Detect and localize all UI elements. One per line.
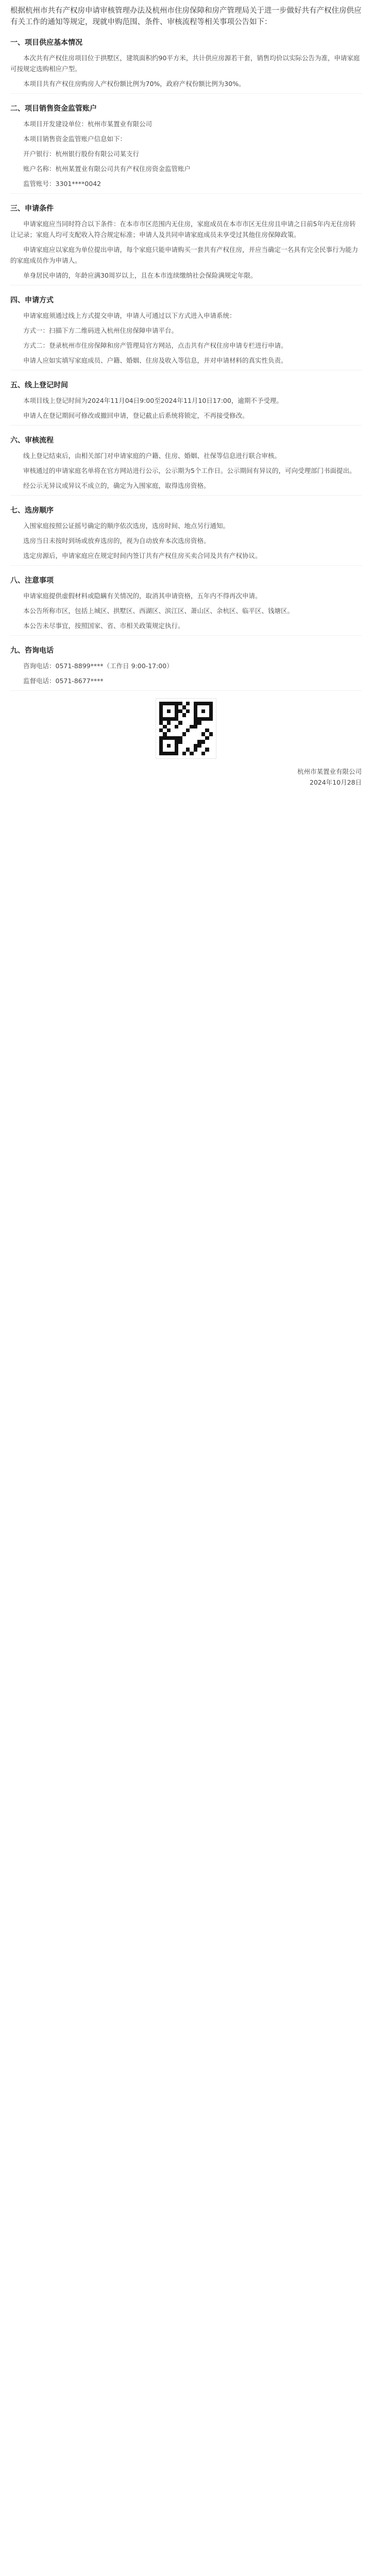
qr-module	[163, 728, 166, 732]
qr-module	[205, 732, 209, 736]
qr-module	[197, 752, 201, 755]
qr-module	[159, 702, 163, 705]
qr-module	[175, 713, 178, 717]
qr-module	[201, 702, 205, 705]
qr-module	[186, 744, 190, 748]
qr-module	[186, 736, 190, 740]
qr-module	[163, 740, 166, 743]
qr-module	[163, 744, 166, 748]
qr-module	[167, 744, 171, 748]
qr-module	[190, 748, 193, 751]
qr-module	[171, 736, 174, 740]
qr-module	[209, 752, 213, 755]
qr-module	[163, 736, 166, 740]
section-paragraph: 本项目销售资金监管账户信息如下：	[23, 135, 127, 143]
qr-module	[163, 732, 166, 736]
qr-module	[194, 752, 197, 755]
signature-org: 杭州市某置业有限公司	[297, 768, 362, 775]
qr-module	[201, 752, 205, 755]
qr-module	[205, 721, 209, 724]
qr-module	[209, 744, 213, 748]
qr-module	[205, 705, 209, 709]
qr-module	[205, 740, 209, 743]
qr-module	[159, 752, 163, 755]
qr-module	[209, 713, 213, 717]
qr-module	[197, 717, 201, 721]
divider	[10, 495, 362, 496]
qr-module	[201, 732, 205, 736]
qr-module	[175, 748, 178, 751]
qr-module	[209, 748, 213, 751]
section-paragraph: 方式二：登录杭州市住房保障和房产管理局官方网站，点击共有产权住房申请专栏进行申请。	[23, 342, 288, 349]
qr-module	[171, 702, 174, 705]
qr-module	[175, 702, 178, 705]
qr-module	[159, 721, 163, 724]
qr-module	[167, 709, 171, 713]
section-paragraph: 咨询电话：0571-8899****（工作日 9:00-17:00）	[23, 662, 173, 670]
qr-module	[205, 752, 209, 755]
qr-module	[182, 705, 186, 709]
section-title: 二、项目销售资金监管账户	[10, 105, 97, 113]
qr-module	[182, 713, 186, 717]
section-title: 九、咨询电话	[10, 647, 54, 655]
qr-module	[178, 702, 182, 705]
qr-module	[186, 728, 190, 732]
qr-module	[190, 732, 193, 736]
qr-module	[182, 702, 186, 705]
qr-module	[186, 725, 190, 728]
qr-module	[163, 721, 166, 724]
qr-module	[171, 752, 174, 755]
sections-container	[10, 37, 362, 691]
qr-module	[197, 744, 201, 748]
qr-module	[205, 717, 209, 721]
qr-module	[194, 705, 197, 709]
section-paragraph: 本项目开发建设单位：杭州市某置业有限公司	[23, 120, 153, 128]
qr-module	[178, 732, 182, 736]
qr-module	[209, 736, 213, 740]
qr-module	[205, 744, 209, 748]
qr-module	[182, 748, 186, 751]
qr-module	[182, 728, 186, 732]
divider	[10, 565, 362, 566]
qr-module	[178, 713, 182, 717]
qr-module	[205, 709, 209, 713]
qr-module	[175, 721, 178, 724]
qr-module	[175, 717, 178, 721]
qr-module	[167, 725, 171, 728]
qr-module	[186, 717, 190, 721]
qr-module	[194, 717, 197, 721]
qr-module	[171, 721, 174, 724]
section-paragraph: 申请家庭须通过线上方式提交申请，申请人可通过以下方式进入申请系统：	[23, 312, 236, 319]
qr-module	[163, 717, 166, 721]
qr-module	[205, 725, 209, 728]
qr-module	[201, 736, 205, 740]
section-paragraph: 开户银行：杭州银行股份有限公司某支行	[23, 150, 140, 158]
qr-module	[178, 728, 182, 732]
qr-module	[178, 752, 182, 755]
intro-text: 根据杭州市共有产权房申请审核管理办法及杭州市住房保障和房产管理局关于进一步做好共有产权住房供应有关工作的通知等规定，现就申购范围、条件、审核流程等相关事项公告如下：	[10, 7, 362, 26]
qr-module	[194, 736, 197, 740]
qr-module	[171, 709, 174, 713]
qr-module	[201, 725, 205, 728]
qr-module	[171, 728, 174, 732]
section-paragraph: 本公告未尽事宜，按照国家、省、市相关政策规定执行。	[23, 622, 184, 630]
qr-module	[190, 736, 193, 740]
qr-module	[159, 713, 163, 717]
qr-module	[201, 721, 205, 724]
qr-module	[171, 744, 174, 748]
section-title: 三、申请条件	[10, 205, 54, 213]
qr-module	[194, 721, 197, 724]
qr-module	[186, 752, 190, 755]
qr-module	[159, 725, 163, 728]
qr-module	[197, 736, 201, 740]
qr-module	[194, 728, 197, 732]
section-paragraph: 申请人应如实填写家庭成员、户籍、婚姻、住房及收入等信息，并对申请材料的真实性负责。	[23, 357, 288, 364]
qr-module	[209, 705, 213, 709]
qr-module	[159, 717, 163, 721]
qr-module	[201, 709, 205, 713]
qr-module	[190, 728, 193, 732]
section-paragraph: 选定房源后，申请家庭应在规定时间内签订共有产权住房买卖合同及共有产权协议。	[23, 552, 262, 560]
qr-module	[205, 702, 209, 705]
qr-module	[182, 744, 186, 748]
section-paragraph: 本项目共有产权住房购房人产权份额比例为70%，政府产权份额比例为30%。	[23, 80, 245, 88]
qr-module	[190, 740, 193, 743]
qr-module	[182, 721, 186, 724]
divider	[10, 425, 362, 426]
qr-module	[159, 748, 163, 751]
section-paragraph: 申请家庭应以家庭为单位提出申请，每个家庭只能申请购买一套共有产权住房，并应当确定一名具有完全民事行为能力的家庭成员作为申请人。	[10, 246, 359, 264]
qr-module	[201, 748, 205, 751]
qr-module	[182, 717, 186, 721]
qr-module	[197, 748, 201, 751]
qr-module	[167, 740, 171, 743]
qr-module	[205, 748, 209, 751]
section-paragraph: 入围家庭按照公证摇号确定的顺序依次选房，选房时间、地点另行通知。	[23, 522, 230, 530]
qr-module	[186, 721, 190, 724]
section-paragraph: 选房当日未按时到场或放弃选房的，视为自动放弃本次选房资格。	[23, 537, 210, 545]
qr-module	[197, 725, 201, 728]
qr-module	[171, 725, 174, 728]
qr-module	[209, 717, 213, 721]
qr-module	[175, 736, 178, 740]
qr-module	[163, 713, 166, 717]
qr-module	[159, 709, 163, 713]
divider	[10, 193, 362, 194]
qr-module	[171, 732, 174, 736]
qr-module	[175, 728, 178, 732]
qr-module	[209, 740, 213, 743]
qr-module	[194, 732, 197, 736]
qr-module	[167, 702, 171, 705]
qr-module	[175, 725, 178, 728]
qr-module	[163, 709, 166, 713]
qr-module	[182, 732, 186, 736]
divider	[10, 635, 362, 636]
qr-module	[175, 752, 178, 755]
qr-module	[190, 709, 193, 713]
qr-module	[159, 732, 163, 736]
qr-module	[197, 732, 201, 736]
qr-module	[201, 728, 205, 732]
qr-module	[159, 705, 163, 709]
section-paragraph: 方式一：扫描下方二维码进入杭州住房保障申请平台。	[23, 327, 178, 334]
qr-module	[163, 725, 166, 728]
qr-module	[178, 740, 182, 743]
section-paragraph: 监督电话：0571-8677****	[23, 677, 104, 685]
qr-module	[175, 709, 178, 713]
qr-module	[182, 725, 186, 728]
section-paragraph: 审核通过的申请家庭名单将在官方网站进行公示，公示期为5个工作日。公示期间有异议的，可向受理部门书面提出。	[23, 467, 356, 474]
qr-module	[175, 705, 178, 709]
qr-module	[171, 705, 174, 709]
section-paragraph: 本次共有产权住房项目位于拱墅区，建筑面积约90平方米，共计供应房源若干套，销售均价以实际公告为准，申请家庭可按规定选购相应户型。	[10, 54, 360, 73]
qr-module	[201, 717, 205, 721]
qr-module	[186, 702, 190, 705]
qr-module	[163, 748, 166, 751]
qr-module	[167, 752, 171, 755]
qr-module	[201, 740, 205, 743]
qr-module	[190, 725, 193, 728]
qr-module	[209, 732, 213, 736]
qr-module	[167, 721, 171, 724]
qr-module	[159, 728, 163, 732]
qr-module	[190, 705, 193, 709]
qr-module	[209, 709, 213, 713]
qr-module	[182, 740, 186, 743]
qr-module	[178, 705, 182, 709]
qr-module	[159, 740, 163, 743]
qr-module	[186, 732, 190, 736]
qr-module	[167, 728, 171, 732]
section-paragraph: 监管账号：3301****0042	[23, 180, 102, 188]
qr-module	[209, 721, 213, 724]
divider	[10, 690, 362, 691]
qr-module	[186, 713, 190, 717]
section-paragraph: 单身居民申请的，年龄应满30周岁以上，且在本市连续缴纳社会保险满规定年限。	[23, 272, 257, 279]
qr-module	[205, 713, 209, 717]
qr-module	[197, 713, 201, 717]
qr-module	[190, 721, 193, 724]
qr-module	[178, 721, 182, 724]
section-paragraph: 本项目线上登记时间为2024年11月04日9:00至2024年11月10日17:00，逾期不予受理。	[23, 397, 283, 404]
qr-module	[194, 713, 197, 717]
qr-module	[209, 702, 213, 705]
section-paragraph: 账户名称：杭州某置业有限公司共有产权住房资金监管账户	[23, 165, 191, 173]
qr-module	[171, 748, 174, 751]
section-title: 一、项目供应基本情况	[10, 39, 82, 47]
qr-container	[10, 698, 362, 759]
qr-module	[171, 717, 174, 721]
qr-module	[167, 717, 171, 721]
qr-module	[178, 725, 182, 728]
section-title: 四、申请方式	[10, 296, 54, 304]
qr-module	[190, 713, 193, 717]
qr-module	[167, 713, 171, 717]
qr-module	[209, 725, 213, 728]
qr-module	[163, 702, 166, 705]
qr-module	[175, 740, 178, 743]
qr-module	[167, 732, 171, 736]
qr-module	[182, 752, 186, 755]
qr-module	[197, 705, 201, 709]
qr-module	[159, 744, 163, 748]
qr-module	[190, 702, 193, 705]
qr-module	[190, 744, 193, 748]
qr-module	[186, 705, 190, 709]
section-paragraph: 申请家庭应当同时符合以下条件：在本市市区范围内无住房，家庭成员在本市市区无住房且申请之日前5年内无住房转让记录；家庭人均可支配收入符合规定标准；申请人及共同申请家庭成员未享受过其他住房保障政策。	[10, 220, 356, 239]
section-title: 七、选房顺序	[10, 506, 54, 515]
qr-module	[175, 744, 178, 748]
qr-module	[194, 725, 197, 728]
qr-module	[194, 702, 197, 705]
qr-module	[194, 740, 197, 743]
section-paragraph: 线上登记结束后，由相关部门对申请家庭的户籍、住房、婚姻、社保等信息进行联合审核。	[23, 452, 281, 460]
qr-module	[178, 744, 182, 748]
qr-code-icon[interactable]	[156, 698, 216, 759]
section-paragraph: 申请家庭提供虚假材料或隐瞒有关情况的，取消其申请资格，五年内不得再次申请。	[23, 592, 262, 600]
qr-module	[167, 748, 171, 751]
qr-module	[178, 709, 182, 713]
qr-module	[182, 709, 186, 713]
qr-module	[182, 736, 186, 740]
qr-module	[186, 748, 190, 751]
qr-module	[201, 744, 205, 748]
qr-module	[186, 740, 190, 743]
qr-module	[190, 717, 193, 721]
qr-module	[197, 740, 201, 743]
qr-module	[175, 732, 178, 736]
qr-module	[163, 752, 166, 755]
qr-module	[194, 748, 197, 751]
section-title: 六、审核流程	[10, 436, 54, 445]
qr-module	[159, 736, 163, 740]
qr-module	[194, 744, 197, 748]
qr-module	[186, 709, 190, 713]
signature-date: 2024年10月28日	[309, 778, 362, 786]
qr-module	[167, 705, 171, 709]
qr-module	[201, 713, 205, 717]
qr-module	[194, 709, 197, 713]
qr-module	[205, 728, 209, 732]
divider	[10, 93, 362, 94]
qr-module	[190, 752, 193, 755]
qr-module	[197, 709, 201, 713]
qr-module	[197, 721, 201, 724]
qr-module	[205, 736, 209, 740]
qr-module	[167, 736, 171, 740]
qr-module	[178, 736, 182, 740]
qr-module	[197, 728, 201, 732]
section-paragraph: 申请人在登记期间可修改或撤回申请，登记截止后系统将锁定，不再接受修改。	[23, 412, 249, 419]
qr-module	[178, 717, 182, 721]
section-title: 八、注意事项	[10, 577, 54, 585]
qr-module	[201, 705, 205, 709]
section-paragraph: 经公示无异议或异议不成立的，确定为入围家庭，取得选房资格。	[23, 482, 210, 489]
qr-module	[163, 705, 166, 709]
qr-module	[178, 748, 182, 751]
qr-module	[209, 728, 213, 732]
section-title: 五、线上登记时间	[10, 381, 68, 389]
qr-module	[171, 713, 174, 717]
section-paragraph: 本公告所称市区，包括上城区、拱墅区、西湖区、滨江区、萧山区、余杭区、临平区、钱塘区。	[23, 607, 294, 615]
qr-module	[171, 740, 174, 743]
qr-module	[197, 702, 201, 705]
